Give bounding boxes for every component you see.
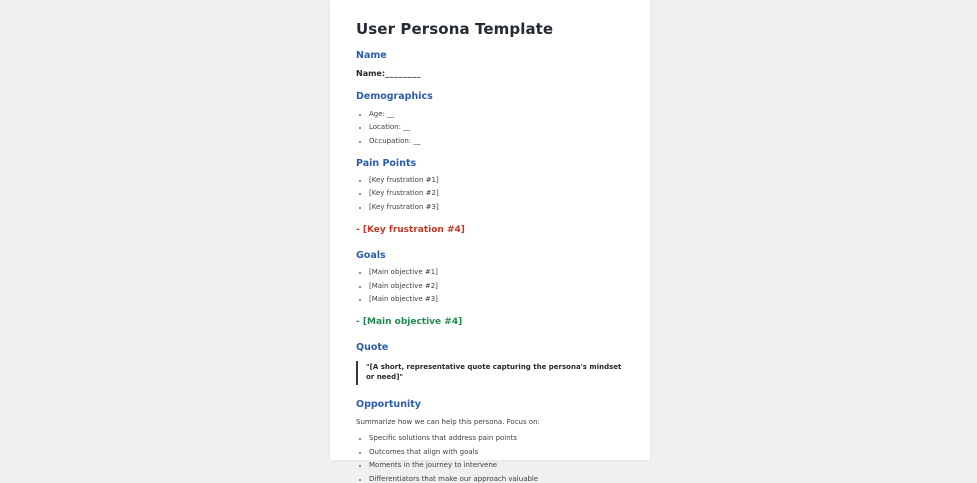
section-heading-demographics: Demographics [356,91,433,103]
list-item: • [Main objective #1] [369,269,624,276]
list-item: • Occupation: __ [369,138,624,145]
list-item: • [Key frustration #3] [369,204,624,211]
goals-list [356,269,624,303]
pain-point-highlight: - [Key frustration #4] [356,224,465,235]
name-field-label: Name: [356,69,386,79]
opportunity-intro: Summarize how we can help this persona. Focus on: [356,418,540,427]
section-heading-opportunity: Opportunity [356,398,421,410]
pain-points-list [356,177,624,211]
name-field-blank: ________ [385,69,422,79]
demographics-list [356,111,624,145]
list-item: • [Key frustration #2] [369,190,624,197]
list-item: • Outcomes that align with goals [369,449,624,456]
list-item: • Moments in the journey to intervene [369,462,624,469]
list-item: • Age: __ [369,111,624,118]
name-field [356,69,624,78]
goal-highlight: - [Main objective #4] [356,317,463,328]
section-heading-quote: Quote [356,341,389,353]
list-item: • [Main objective #2] [369,283,624,290]
page-title: User Persona Template [356,20,554,38]
section-heading-name: Name [356,49,387,61]
section-heading-goals: Goals [356,249,386,261]
persona-quote: "[A short, representative quote capturing the persona's mindset or need]" [356,361,624,385]
list-item: • [Key frustration #1] [369,177,624,184]
document-panel [330,0,650,483]
list-item: • [Main objective #3] [369,296,624,303]
section-heading-pain-points: Pain Points [356,157,417,169]
opportunity-list [356,435,624,483]
list-item: • Differentiators that make our approach valuable [369,476,624,483]
list-item: • Location: __ [369,124,624,131]
list-item: • Specific solutions that address pain points [369,435,624,442]
